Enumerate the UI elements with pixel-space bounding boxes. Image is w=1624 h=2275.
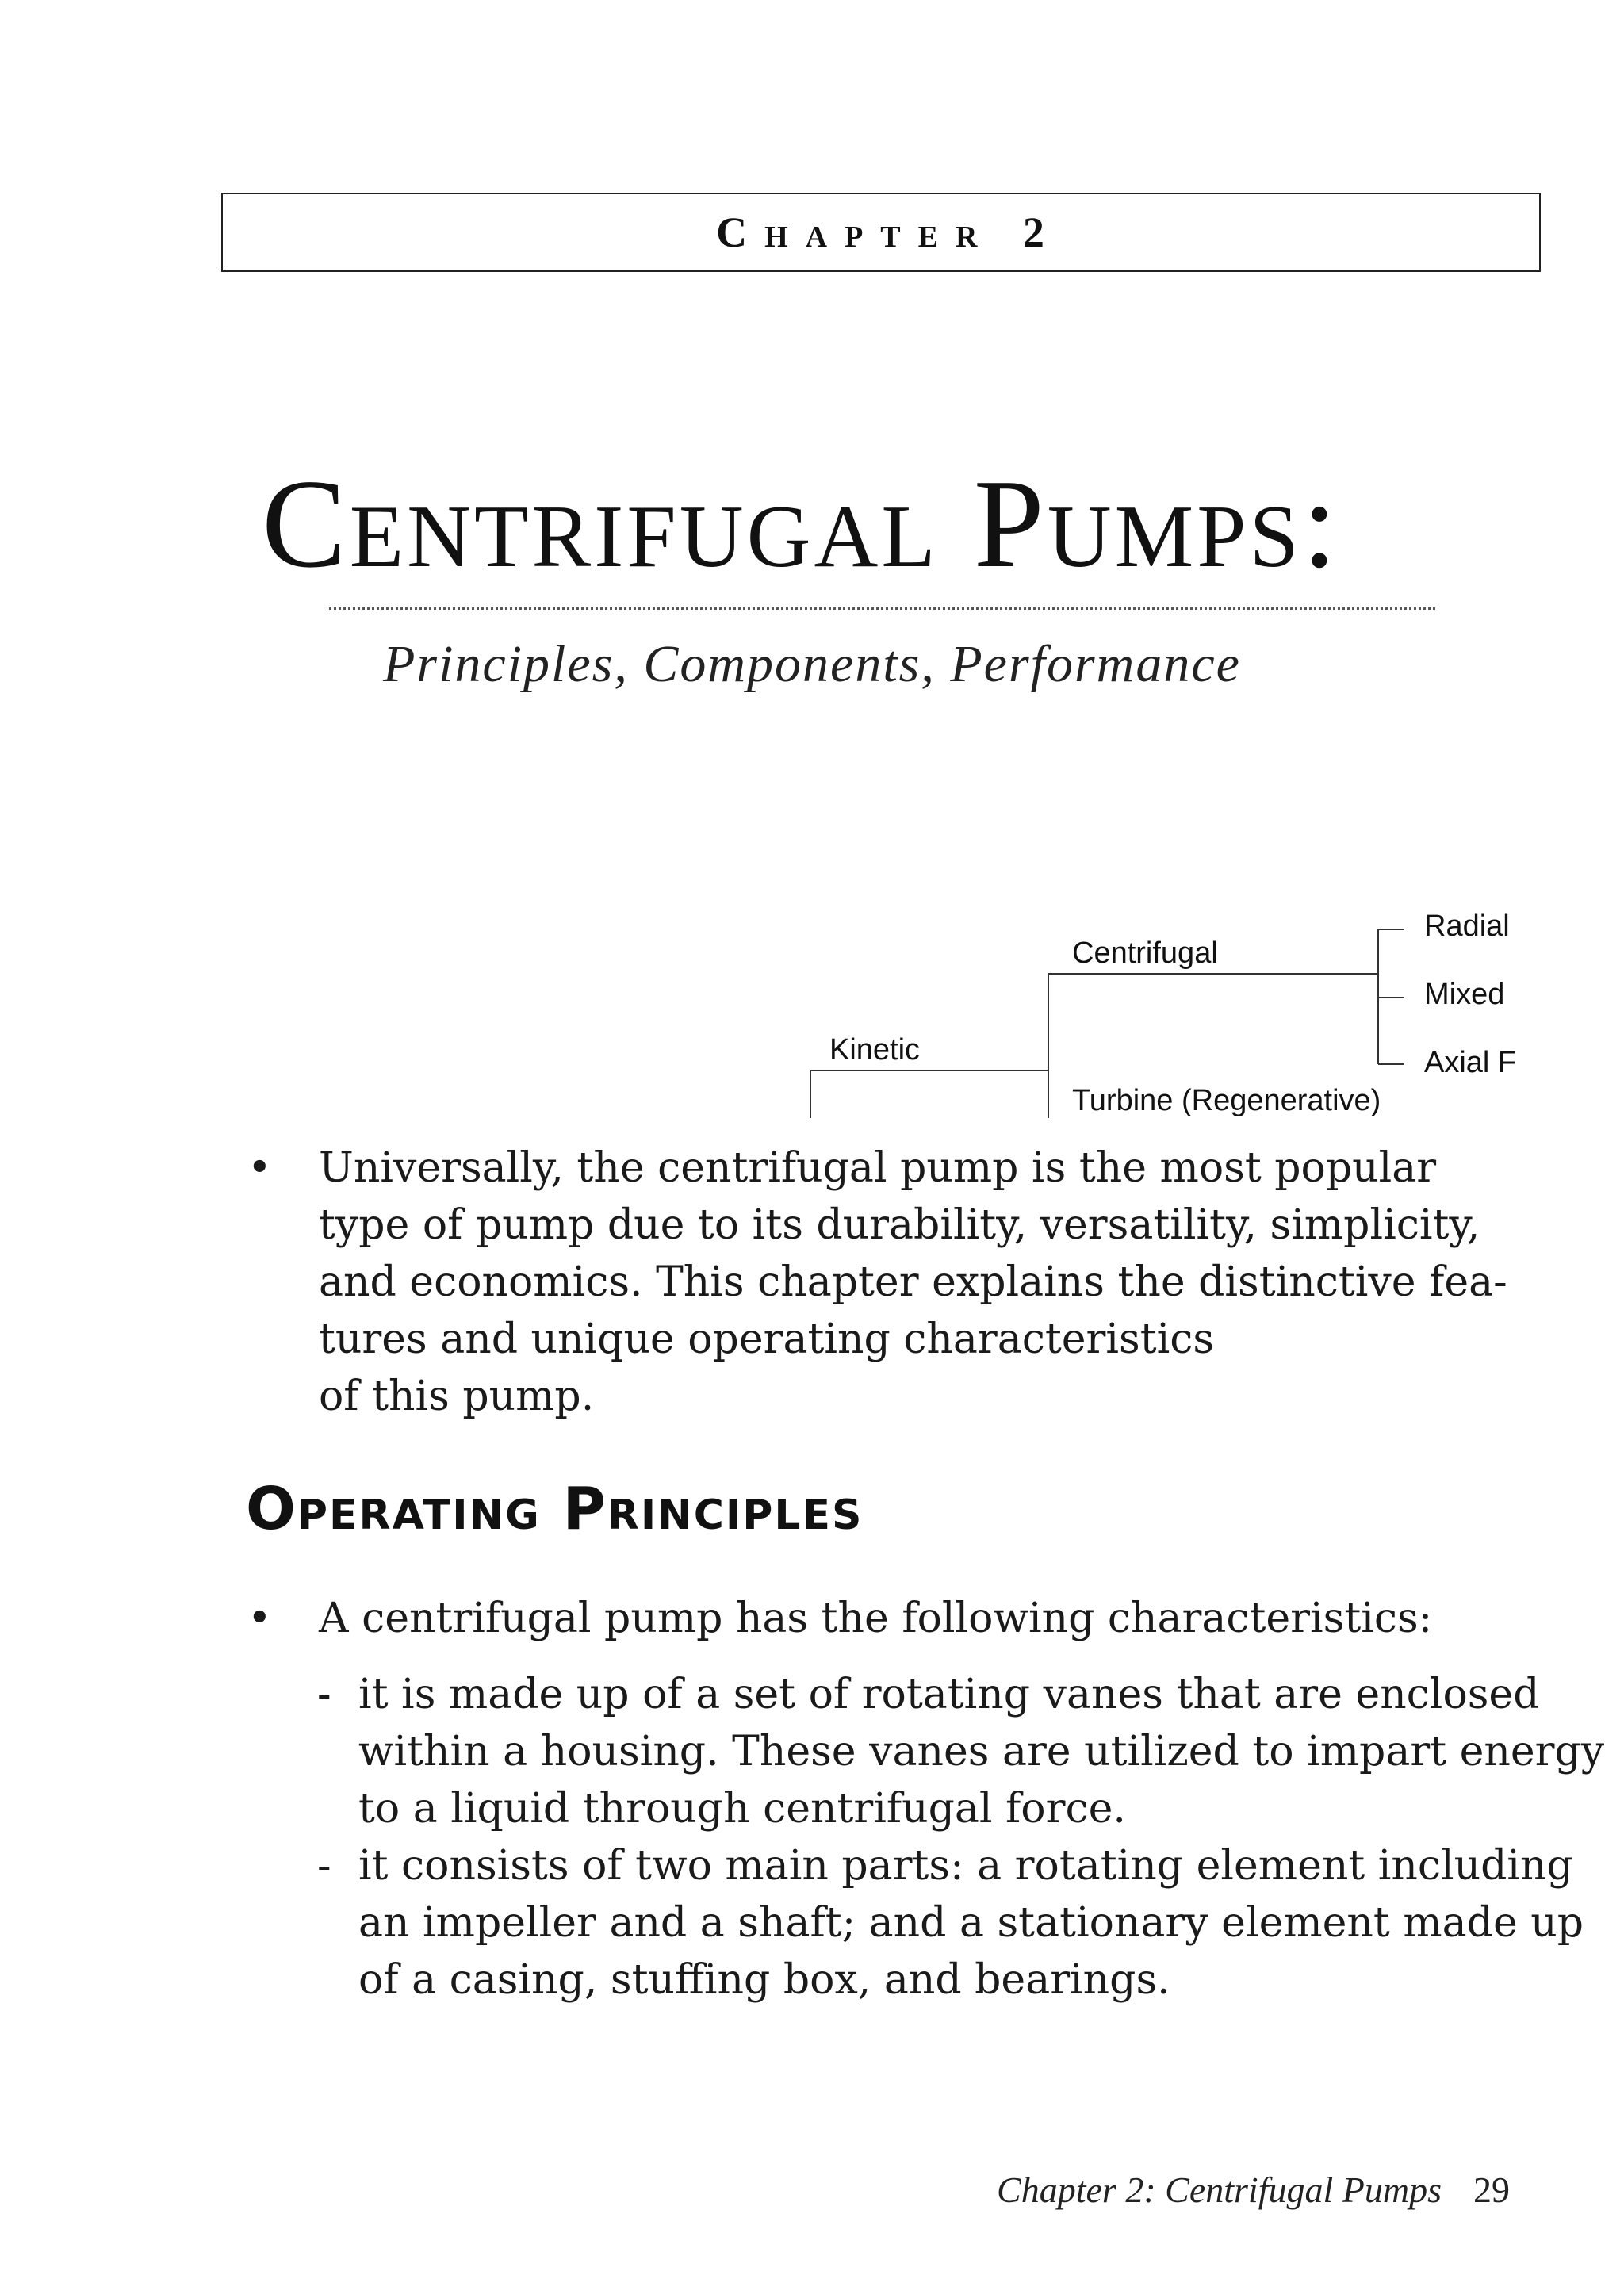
characteristic-text	[358, 1837, 1584, 2009]
mixed-label: Mixed	[1424, 978, 1505, 1011]
radial-label: Radial	[1424, 910, 1510, 943]
chapter-label: Chapter 2	[716, 209, 1062, 256]
intro-line: Universally, the centrifugal pump is the most popular	[319, 1144, 1437, 1192]
title-divider	[329, 607, 1435, 610]
running-head: Chapter 2: Centrifugal Pumps	[997, 2170, 1442, 2210]
characteristic-line: of a casing, stuffing box, and bearings.	[358, 1956, 1170, 2004]
section-heading: Operating Principles	[246, 1475, 864, 1543]
chapter-subtitle: Principles, Components, Performance	[383, 635, 1241, 693]
intro-line: tures and unique operating characteristics	[319, 1316, 1215, 1363]
bullet-marker: •	[247, 1144, 272, 1192]
page-number: 29	[1473, 2170, 1510, 2210]
page-footer	[997, 2169, 1510, 2211]
section-lead	[319, 1590, 1548, 1647]
dash-marker: -	[317, 1842, 331, 1890]
intro-paragraph	[319, 1139, 1548, 1425]
dash-marker: -	[317, 1671, 331, 1718]
characteristic-line: to a liquid through centrifugal force.	[358, 1785, 1126, 1833]
characteristic-line: it is made up of a set of rotating vanes that are enclosed	[358, 1671, 1540, 1718]
characteristic-line: an impeller and a shaft; and a stationary element made up	[358, 1899, 1584, 1947]
classification-tree	[793, 888, 1522, 1118]
section-lead-line: A centrifugal pump has the following characteristics:	[319, 1595, 1433, 1642]
characteristic-line: within a housing. These vanes are utilized to impart energy	[358, 1728, 1605, 1775]
intro-line: type of pump due to its durability, versatility, simplicity,	[319, 1201, 1480, 1249]
intro-line: and economics. This chapter explains the distinctive fea-	[319, 1258, 1507, 1306]
turbine-label: Turbine (Regenerative)	[1072, 1084, 1381, 1117]
pump-classification-diagram	[793, 888, 1522, 1118]
axial-label: Axial F	[1424, 1046, 1517, 1079]
characteristic-line: it consists of two main parts: a rotating element including	[358, 1842, 1573, 1890]
chapter-header-box	[221, 193, 1541, 272]
kinetic-label: Kinetic	[829, 1033, 921, 1067]
centrifugal-label: Centrifugal	[1072, 936, 1218, 970]
chapter-title: Centrifugal Pumps:	[262, 453, 1341, 594]
bullet-marker: •	[247, 1595, 272, 1642]
intro-line: of this pump.	[319, 1373, 595, 1420]
characteristic-text	[358, 1666, 1605, 1837]
